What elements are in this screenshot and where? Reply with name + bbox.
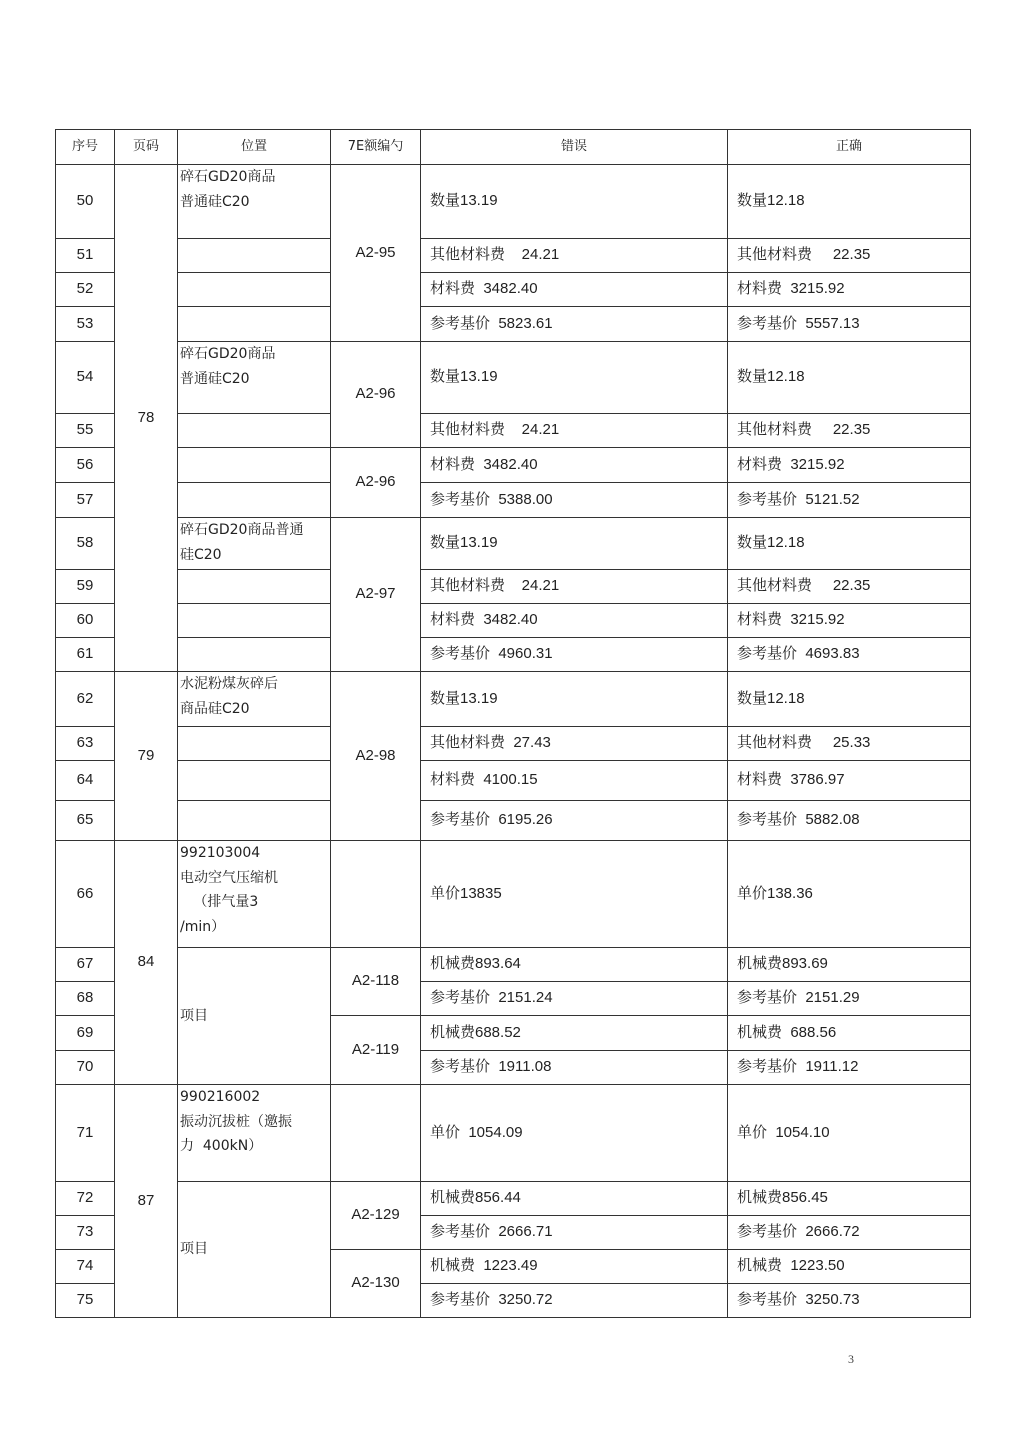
page-cell: 84 <box>115 841 178 1085</box>
table-row <box>56 307 971 342</box>
row-index: 51 <box>56 239 115 273</box>
position-line: 力 400kN） <box>180 1138 263 1154</box>
position-cell <box>178 273 331 307</box>
row-index: 53 <box>56 307 115 342</box>
position-cell <box>178 801 331 841</box>
wrong-cell: 参考基价 1911.08 <box>421 1051 728 1085</box>
right-cell: 机械费856.45 <box>728 1182 971 1216</box>
position-cell <box>178 638 331 672</box>
row-index: 52 <box>56 273 115 307</box>
right-cell: 数量12.18 <box>728 518 971 570</box>
position-line: 水泥粉煤灰碎后 <box>180 676 278 692</box>
row-index: 58 <box>56 518 115 570</box>
table-row <box>56 841 971 948</box>
table-row <box>56 414 971 448</box>
wrong-cell: 机械费893.64 <box>421 948 728 982</box>
row-index: 55 <box>56 414 115 448</box>
right-cell: 单价138.36 <box>728 841 971 948</box>
right-cell: 数量12.18 <box>728 342 971 414</box>
right-cell: 材料费 3786.97 <box>728 761 971 801</box>
position-line: 碎石GD20商品 <box>180 346 276 362</box>
table-row <box>56 483 971 518</box>
right-cell: 机械费893.69 <box>728 948 971 982</box>
right-cell: 材料费 3215.92 <box>728 604 971 638</box>
page-cell: 87 <box>115 1085 178 1318</box>
position-cell <box>178 307 331 342</box>
row-index: 68 <box>56 982 115 1016</box>
errata-table <box>55 129 971 1318</box>
page-cell: 78 <box>115 165 178 672</box>
position-cell <box>178 448 331 483</box>
wrong-cell: 机械费 1223.49 <box>421 1250 728 1284</box>
table-header-row <box>56 130 971 165</box>
row-index: 54 <box>56 342 115 414</box>
row-index: 60 <box>56 604 115 638</box>
table-row <box>56 638 971 672</box>
table-row <box>56 727 971 761</box>
row-index: 73 <box>56 1216 115 1250</box>
position-line: （排气量3 <box>180 894 259 910</box>
wrong-cell: 材料费 3482.40 <box>421 448 728 483</box>
position-line: 992103004 <box>180 845 261 861</box>
table-row <box>56 1182 971 1216</box>
wrong-cell: 参考基价 5388.00 <box>421 483 728 518</box>
position-cell <box>178 239 331 273</box>
row-index: 75 <box>56 1284 115 1318</box>
wrong-cell: 参考基价 3250.72 <box>421 1284 728 1318</box>
wrong-cell: 材料费 4100.15 <box>421 761 728 801</box>
right-cell: 其他材料费 25.33 <box>728 727 971 761</box>
code-cell: A2-97 <box>331 518 421 672</box>
right-cell: 材料费 3215.92 <box>728 273 971 307</box>
right-cell: 其他材料费 22.35 <box>728 570 971 604</box>
table-row <box>56 604 971 638</box>
wrong-cell: 数量13.19 <box>421 672 728 727</box>
table-row <box>56 672 971 727</box>
wrong-cell: 机械费856.44 <box>421 1182 728 1216</box>
row-index: 65 <box>56 801 115 841</box>
code-cell: A2-95 <box>331 165 421 342</box>
right-cell: 参考基价 3250.73 <box>728 1284 971 1318</box>
right-cell: 参考基价 4693.83 <box>728 638 971 672</box>
wrong-cell: 参考基价 2666.71 <box>421 1216 728 1250</box>
wrong-cell: 单价 1054.09 <box>421 1085 728 1182</box>
header-code: 7E额编勺 <box>331 130 421 165</box>
code-cell <box>331 1085 421 1182</box>
row-index: 64 <box>56 761 115 801</box>
right-cell: 参考基价 2151.29 <box>728 982 971 1016</box>
header-page: 页码 <box>115 130 178 165</box>
header-position: 位置 <box>178 130 331 165</box>
code-cell: A2-96 <box>331 448 421 518</box>
table-row <box>56 273 971 307</box>
code-cell: A2-130 <box>331 1250 421 1318</box>
position-cell <box>178 761 331 801</box>
wrong-cell: 其他材料费 24.21 <box>421 414 728 448</box>
wrong-cell: 数量13.19 <box>421 342 728 414</box>
wrong-cell: 其他材料费 24.21 <box>421 570 728 604</box>
code-cell: A2-96 <box>331 342 421 448</box>
wrong-cell: 材料费 3482.40 <box>421 604 728 638</box>
row-index: 57 <box>56 483 115 518</box>
position-cell <box>178 414 331 448</box>
position-line: 电动空气压缩机 <box>180 869 278 886</box>
position-line: 振动沉拔桩（邀振 <box>180 1113 292 1130</box>
right-cell: 机械费 1223.50 <box>728 1250 971 1284</box>
table-row <box>56 448 971 483</box>
page-cell: 79 <box>115 672 178 841</box>
position-line: 硅C20 <box>180 546 222 563</box>
right-cell: 参考基价 2666.72 <box>728 1216 971 1250</box>
row-index: 69 <box>56 1016 115 1051</box>
row-index: 71 <box>56 1085 115 1182</box>
row-index: 59 <box>56 570 115 604</box>
wrong-cell: 其他材料费 24.21 <box>421 239 728 273</box>
right-cell: 数量12.18 <box>728 165 971 239</box>
position-line: 普通硅C20 <box>180 193 250 210</box>
table-row <box>56 518 971 570</box>
position-line: 990216002 <box>180 1089 261 1105</box>
position-line: 碎石GD20商品普通 <box>180 522 304 538</box>
table-row <box>56 948 971 982</box>
wrong-cell: 数量13.19 <box>421 518 728 570</box>
code-cell: A2-119 <box>331 1016 421 1085</box>
right-cell: 材料费 3215.92 <box>728 448 971 483</box>
right-cell: 其他材料费 22.35 <box>728 414 971 448</box>
wrong-cell: 单价13835 <box>421 841 728 948</box>
row-index: 66 <box>56 841 115 948</box>
position-cell <box>178 342 331 414</box>
position-cell <box>178 604 331 638</box>
wrong-cell: 材料费 3482.40 <box>421 273 728 307</box>
position-line: 普通硅C20 <box>180 370 250 387</box>
position-cell <box>178 483 331 518</box>
position-cell <box>178 727 331 761</box>
wrong-cell: 参考基价 2151.24 <box>421 982 728 1016</box>
row-index: 70 <box>56 1051 115 1085</box>
row-index: 56 <box>56 448 115 483</box>
position-line: 碎石GD20商品 <box>180 169 276 185</box>
wrong-cell: 参考基价 6195.26 <box>421 801 728 841</box>
right-cell: 参考基价 1911.12 <box>728 1051 971 1085</box>
position-cell: 项目 <box>178 1182 331 1318</box>
code-cell: A2-118 <box>331 948 421 1016</box>
row-index: 63 <box>56 727 115 761</box>
right-cell: 参考基价 5121.52 <box>728 483 971 518</box>
right-cell: 单价 1054.10 <box>728 1085 971 1182</box>
position-cell <box>178 165 331 239</box>
right-cell: 机械费 688.56 <box>728 1016 971 1051</box>
row-index: 50 <box>56 165 115 239</box>
table-row <box>56 570 971 604</box>
right-cell: 参考基价 5557.13 <box>728 307 971 342</box>
row-index: 67 <box>56 948 115 982</box>
wrong-cell: 参考基价 4960.31 <box>421 638 728 672</box>
page-number: 3 <box>848 1352 854 1366</box>
right-cell: 其他材料费 22.35 <box>728 239 971 273</box>
table-row <box>56 1085 971 1182</box>
table-row <box>56 165 971 239</box>
position-cell <box>178 672 331 727</box>
wrong-cell: 数量13.19 <box>421 165 728 239</box>
right-cell: 数量12.18 <box>728 672 971 727</box>
table-row <box>56 342 971 414</box>
position-cell: 项目 <box>178 948 331 1085</box>
position-cell <box>178 570 331 604</box>
table-row <box>56 761 971 801</box>
position-line: 商品硅C20 <box>180 700 250 717</box>
wrong-cell: 机械费688.52 <box>421 1016 728 1051</box>
code-cell: A2-129 <box>331 1182 421 1250</box>
header-index: 序号 <box>56 130 115 165</box>
code-cell: A2-98 <box>331 672 421 841</box>
right-cell: 参考基价 5882.08 <box>728 801 971 841</box>
row-index: 62 <box>56 672 115 727</box>
table-row <box>56 801 971 841</box>
row-index: 72 <box>56 1182 115 1216</box>
header-right: 正确 <box>728 130 971 165</box>
position-cell <box>178 1085 331 1182</box>
wrong-cell: 其他材料费 27.43 <box>421 727 728 761</box>
header-wrong: 错误 <box>421 130 728 165</box>
position-cell <box>178 841 331 948</box>
wrong-cell: 参考基价 5823.61 <box>421 307 728 342</box>
row-index: 74 <box>56 1250 115 1284</box>
position-cell <box>178 518 331 570</box>
table-row <box>56 239 971 273</box>
row-index: 61 <box>56 638 115 672</box>
code-cell <box>331 841 421 948</box>
position-line: /min） <box>180 918 226 935</box>
